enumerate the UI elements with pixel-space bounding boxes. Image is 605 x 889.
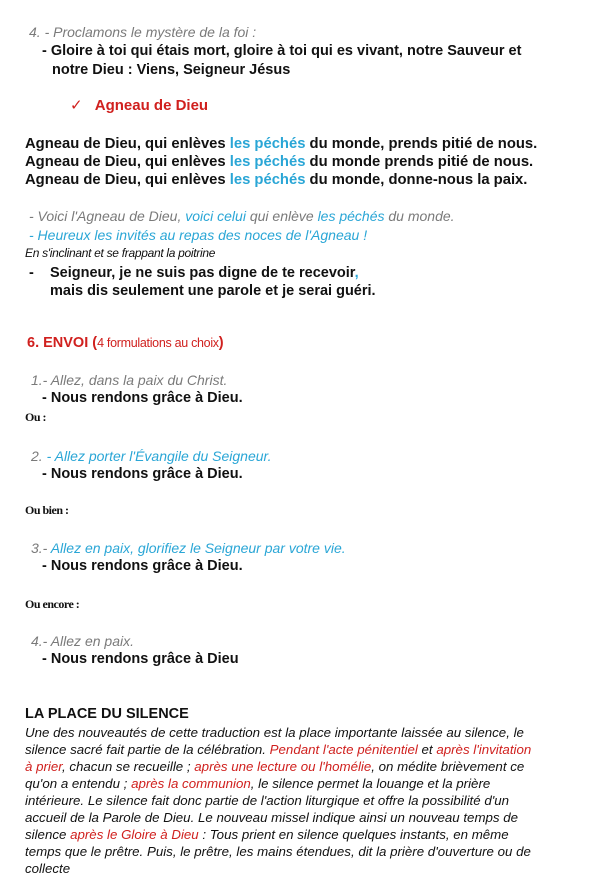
silence-title: LA PLACE DU SILENCE	[25, 706, 189, 722]
silence-paragraph: Une des nouveautés de cette traduction est la place importante laissée au silence, le silence sacré fait partie de la célébration. Pendant l'acte pénitentiel et après l'invitation à prier, chacun se recueille ; après une lecture ou l'homélie, on médite brièvement ce qu'on a entendu ; après la communion, le silence permet la louange et la prière intérieure. Le silence fait donc partie de l'action liturgique et offre la possibilité d'un accueil de la Parole de Dieu. Le nouveau missel indique ainsi un nouveau temps de silence après le Gloire à Dieu : Tous prient en silence quelques instants, en même temps que le prêtre. Puis, le prêtre, les mains étendues, dit la prière d'ouverture ou de collecte	[25, 725, 532, 876]
seigneur-line-2: mais dis seulement une parole et je serai guéri.	[50, 283, 376, 299]
formula-2: 2. - Allez porter l'Évangile du Seigneur.	[31, 448, 272, 464]
mystery-response-line2: notre Dieu : Viens, Seigneur Jésus	[52, 62, 291, 78]
seigneur-dash: -	[29, 265, 34, 281]
response-4: - Nous rendons grâce à Dieu	[42, 651, 239, 667]
envoi-heading: 6. ENVOI (4 formulations au choix)	[27, 335, 224, 351]
response-3: - Nous rendons grâce à Dieu.	[42, 558, 243, 574]
response-1: - Nous rendons grâce à Dieu.	[42, 390, 243, 406]
voici-line: - Voici l'Agneau de Dieu, voici celui qui enlève les péchés du monde.	[29, 208, 455, 224]
agneau-heading	[70, 96, 208, 114]
ou-encore-label: Ou encore :	[25, 597, 80, 611]
agneau-line-1: Agneau de Dieu, qui enlèves les péchés du monde, prends pitié de nous.	[25, 136, 538, 152]
agneau-title: Agneau de Dieu	[94, 97, 209, 114]
formula-4: 4.- Allez en paix.	[31, 633, 134, 649]
ou-bien-label: Ou bien :	[25, 503, 69, 517]
formula-1: 1.- Allez, dans la paix du Christ.	[31, 372, 228, 388]
response-2: - Nous rendons grâce à Dieu.	[42, 466, 243, 482]
rubric-inclinant: En s'inclinant et se frappant la poitrine	[25, 246, 216, 260]
mystery-response-line1: - Gloire à toi qui étais mort, gloire à toi qui es vivant, notre Sauveur et	[42, 43, 522, 59]
mystery-heading: 4. - Proclamons le mystère de la foi :	[29, 24, 257, 40]
agneau-line-3: Agneau de Dieu, qui enlèves les péchés du monde, donne-nous la paix.	[25, 172, 528, 188]
seigneur-line-1: Seigneur, je ne suis pas digne de te recevoir,	[50, 265, 359, 281]
heureux-line: - Heureux les invités au repas des noces de l'Agneau !	[29, 227, 368, 243]
ou-label: Ou :	[25, 410, 47, 424]
check-icon: ✓	[70, 97, 83, 114]
agneau-line-2: Agneau de Dieu, qui enlèves les péchés du monde prends pitié de nous.	[25, 154, 534, 170]
formula-3: 3.- Allez en paix, glorifiez le Seigneur par votre vie.	[31, 540, 346, 556]
